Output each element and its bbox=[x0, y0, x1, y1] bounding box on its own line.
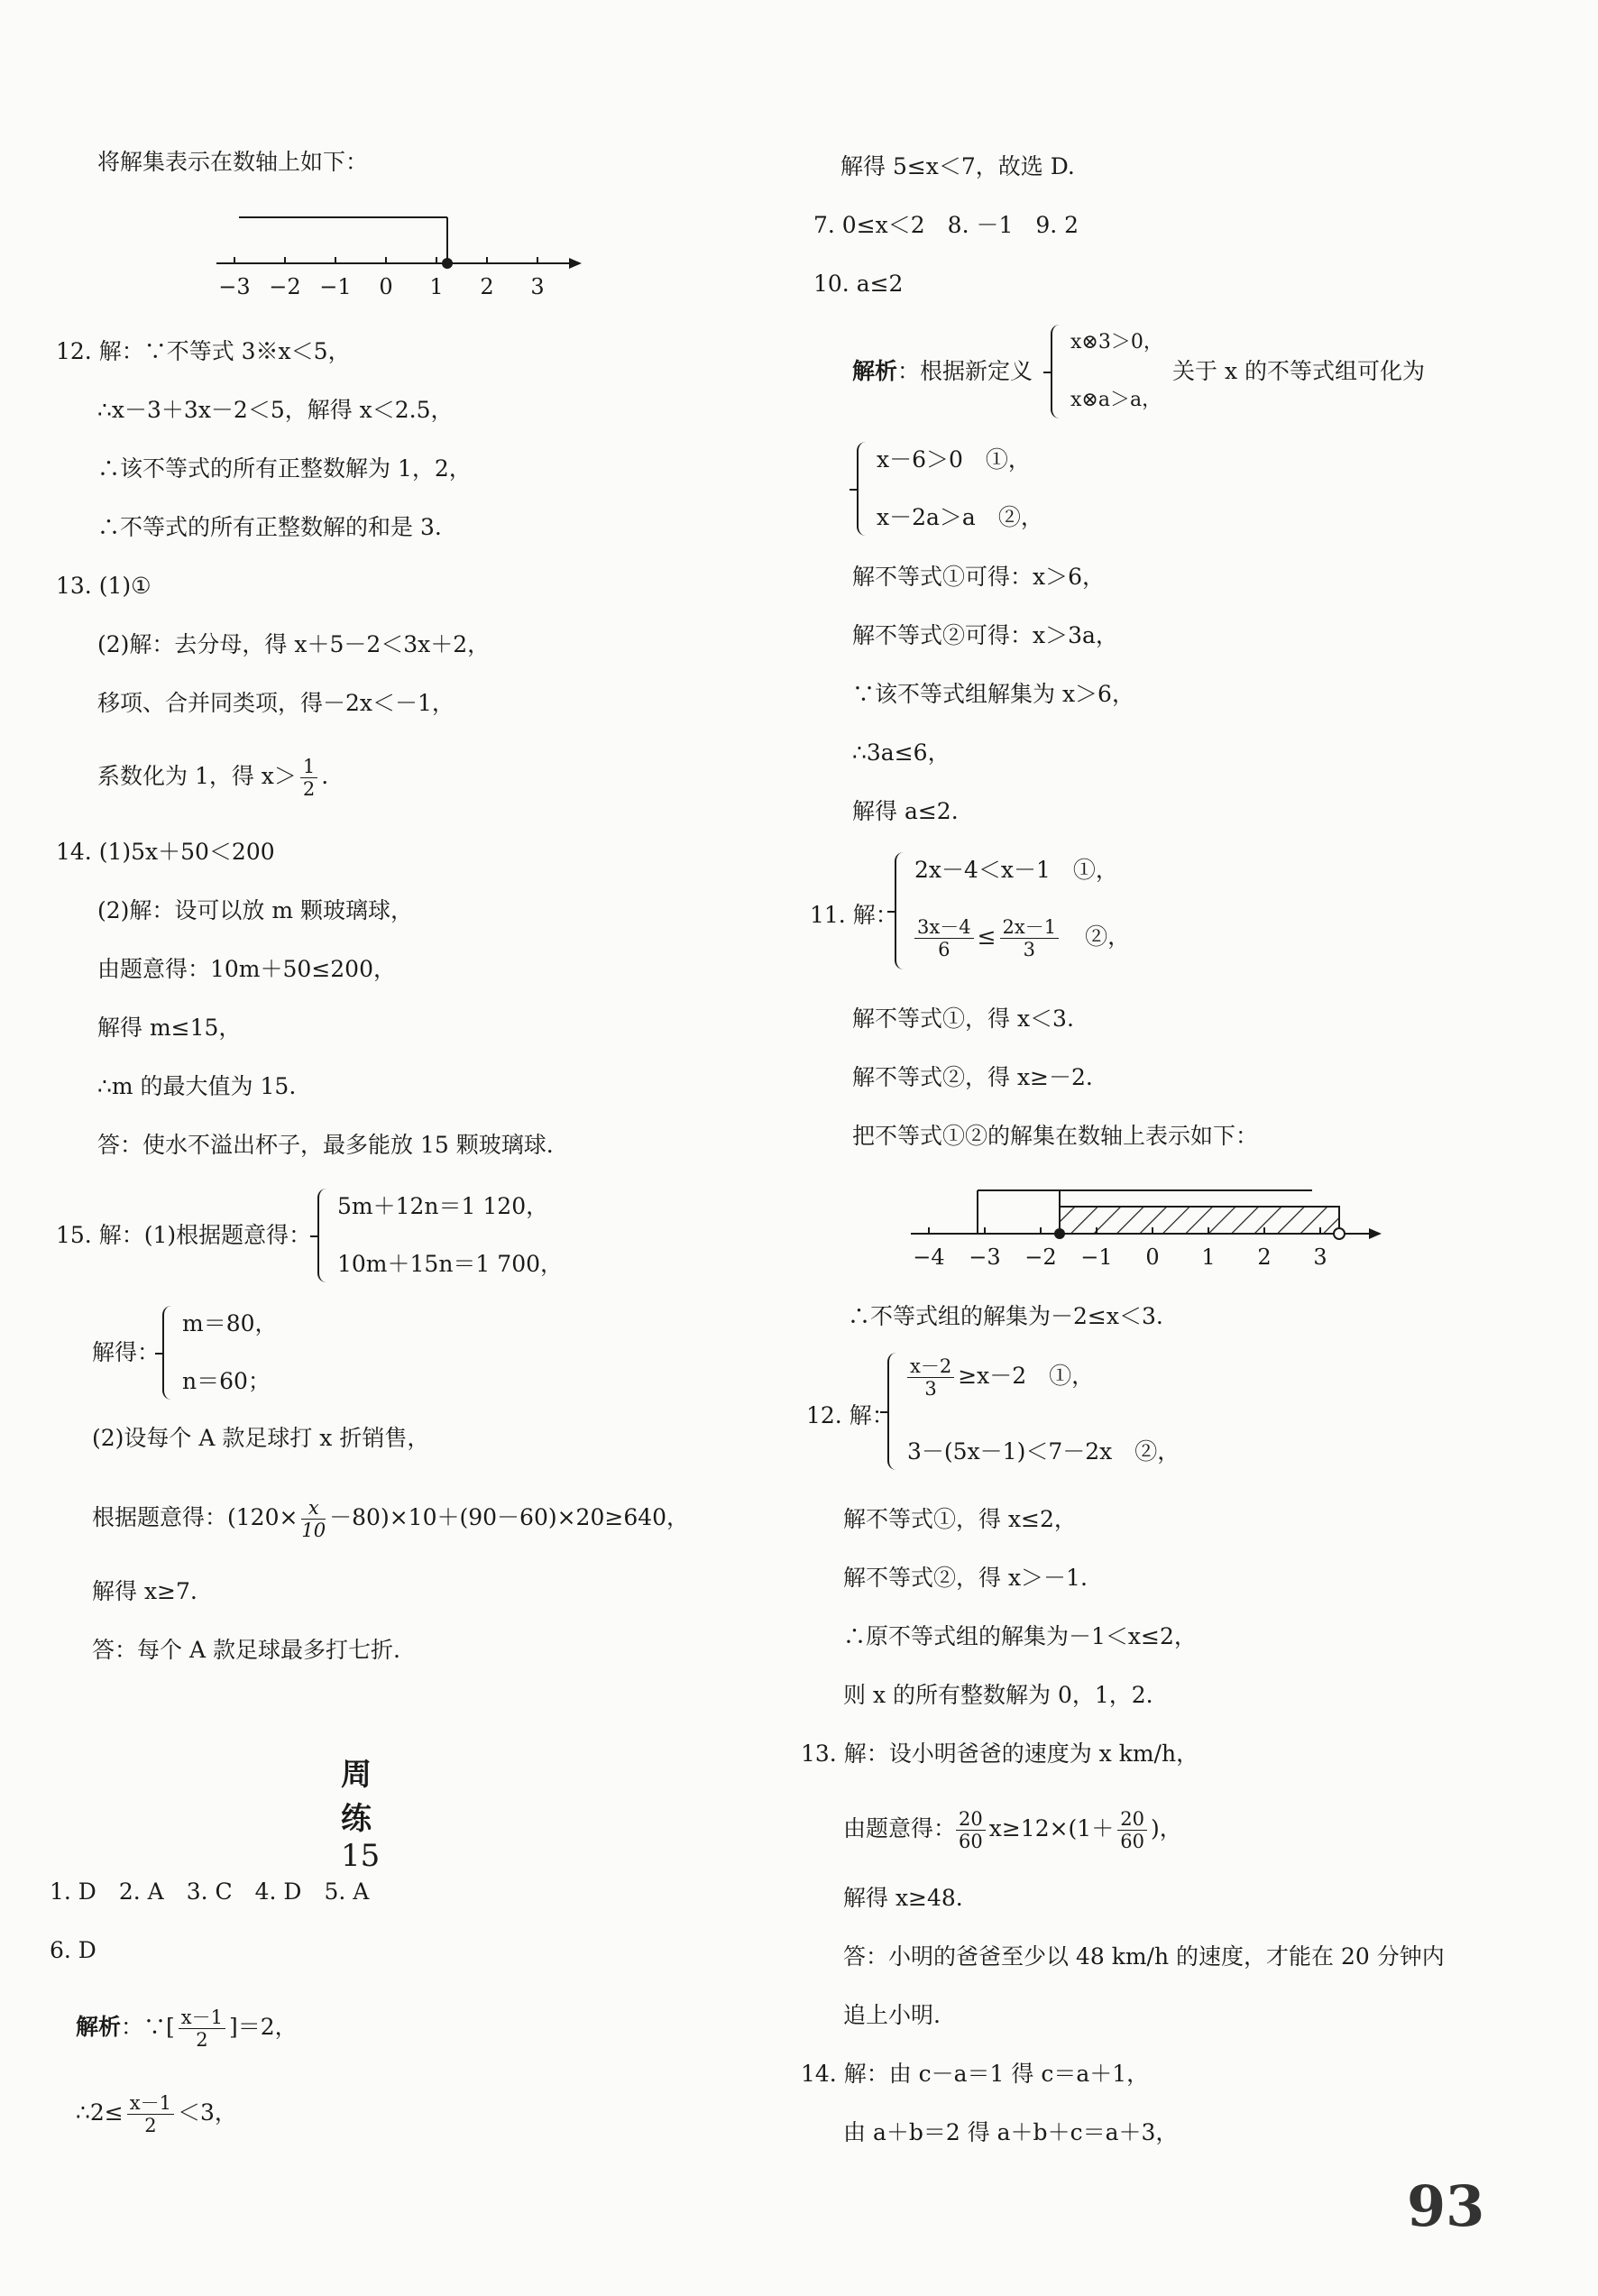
system-line: x－2a＞a ②， bbox=[877, 504, 1043, 530]
text-segment: ]＝2， bbox=[229, 2014, 298, 2040]
number-line-1 bbox=[198, 198, 595, 298]
text-segment: ：根据新定义 bbox=[897, 358, 1033, 384]
fraction-numerator: 20 bbox=[1117, 1808, 1147, 1831]
fraction-denominator: 2 bbox=[302, 778, 316, 800]
equation-system bbox=[895, 852, 1165, 969]
text-line: 6. D bbox=[50, 1937, 96, 1963]
equation-system bbox=[857, 442, 1082, 536]
text-line bbox=[92, 1497, 689, 1541]
text-line: 1. D 2. A 3. C 4. D 5. A bbox=[50, 1878, 370, 1905]
text-line: 解得 a≤2. bbox=[852, 798, 959, 824]
text-line: 解得 5≤x＜7，故选 D. bbox=[840, 153, 1075, 179]
fraction bbox=[907, 1355, 954, 1400]
system-line: 2x－4＜x－1 ①， bbox=[914, 857, 1118, 883]
text-line: ∴不等式的所有正整数解的和是 3. bbox=[97, 514, 442, 540]
text-line: 解得 x≥48. bbox=[843, 1885, 963, 1911]
system-line bbox=[907, 1353, 1094, 1400]
text-segment: ＜3， bbox=[177, 2099, 237, 2126]
number-line-2 bbox=[902, 1172, 1407, 1281]
brace bbox=[887, 1353, 900, 1470]
text-line: 14. (1)5x＋50＜200 bbox=[56, 839, 275, 865]
fraction bbox=[300, 756, 317, 800]
section-title bbox=[341, 1750, 380, 1874]
text-line: 由题意得：10m＋50≤200， bbox=[97, 956, 396, 982]
tick-label: −1 bbox=[1080, 1244, 1113, 1270]
text-line: ∴3a≤6， bbox=[852, 739, 951, 766]
fraction bbox=[127, 2092, 174, 2136]
system-line: n＝60； bbox=[182, 1368, 271, 1394]
text-line: ∴不等式组的解集为－2≤x＜3. bbox=[848, 1303, 1163, 1329]
tick-label: 1 bbox=[1201, 1244, 1216, 1270]
fraction bbox=[914, 916, 974, 960]
fraction-denominator: 2 bbox=[144, 2115, 157, 2136]
tick-label: 0 bbox=[1145, 1244, 1160, 1270]
text-line: 解不等式②，得 x＞－1. bbox=[843, 1565, 1088, 1591]
text-line bbox=[843, 1808, 1182, 1852]
analysis-label: 解析 bbox=[852, 358, 898, 384]
system-line: m＝80， bbox=[182, 1310, 278, 1336]
fraction-denominator: 60 bbox=[1120, 1831, 1144, 1852]
text-line: ∴该不等式的所有正整数解为 1，2， bbox=[97, 455, 472, 482]
text-segment: 由题意得： bbox=[843, 1815, 957, 1841]
text-segment: 根据题意得：(120× bbox=[92, 1504, 298, 1530]
tick-label: −4 bbox=[913, 1244, 945, 1270]
text-line: (2)设每个 A 款足球打 x 折销售， bbox=[92, 1425, 430, 1451]
text-segment: ≤ bbox=[977, 923, 996, 950]
text-line: 关于 x 的不等式组可化为 bbox=[1172, 358, 1425, 384]
text-line: 13. 解：设小明爸爸的速度为 x km/h， bbox=[801, 1740, 1199, 1767]
text-line: ∴x－3＋3x－2＜5，解得 x＜2.5， bbox=[97, 397, 454, 423]
brace-tip bbox=[310, 1235, 317, 1237]
text-line bbox=[852, 354, 1033, 390]
equation-system bbox=[317, 1189, 588, 1282]
fraction-numerator: x－1 bbox=[179, 2007, 225, 2029]
equation-system bbox=[1051, 325, 1168, 418]
fraction-numerator: x－2 bbox=[907, 1355, 954, 1378]
text-line: 解得 m≤15， bbox=[97, 1015, 242, 1041]
text-line: 15. 解：(1)根据题意得： bbox=[56, 1222, 312, 1248]
text-line: 10. a≤2 bbox=[813, 271, 904, 297]
text-line: 12. 解： bbox=[806, 1402, 895, 1428]
text-line: 答：小明的爸爸至少以 48 km/h 的速度，才能在 20 分钟内 bbox=[843, 1943, 1445, 1970]
tick-label: −3 bbox=[969, 1244, 1001, 1270]
brace-tip bbox=[880, 1411, 887, 1413]
fraction-denominator: 3 bbox=[924, 1378, 937, 1400]
tick-label: −3 bbox=[218, 274, 251, 298]
text-segment: ≥x－2 ①， bbox=[958, 1363, 1095, 1389]
brace-tip bbox=[155, 1353, 162, 1355]
fraction-denominator: 6 bbox=[938, 939, 951, 960]
text-line: 解不等式②，得 x≥－2. bbox=[852, 1064, 1093, 1090]
brace bbox=[1051, 325, 1063, 418]
tick-label: 2 bbox=[480, 274, 494, 298]
tick-label: −1 bbox=[319, 274, 352, 298]
system-line: x－6＞0 ①， bbox=[877, 446, 1031, 473]
text-line: (2)解：去分母，得 x＋5－2＜3x＋2， bbox=[97, 631, 491, 657]
text-segment: ：∵[ bbox=[121, 2014, 175, 2040]
fraction bbox=[301, 1497, 326, 1541]
text-line: 解不等式①，得 x＜3. bbox=[852, 1006, 1074, 1032]
text-line: 解得： bbox=[92, 1339, 161, 1365]
brace-tip bbox=[1043, 372, 1051, 373]
text-segment: . bbox=[321, 763, 329, 789]
system-line: 10m＋15n＝1 700， bbox=[337, 1251, 564, 1277]
text-segment: )， bbox=[1150, 1815, 1182, 1841]
text-line: 12. 解：∵不等式 3※x＜5， bbox=[56, 338, 351, 364]
fraction bbox=[1117, 1808, 1147, 1852]
page-number: 93 bbox=[1407, 2173, 1485, 2239]
text-line: 答：每个 A 款足球最多打七折. bbox=[92, 1637, 400, 1663]
tick-label: 3 bbox=[1313, 1244, 1327, 1270]
section-title-number: 15 bbox=[341, 1838, 381, 1874]
equation-system bbox=[162, 1306, 289, 1400]
text-segment: ∴2≤ bbox=[76, 2099, 124, 2126]
text-line: 14. 解：由 c－a＝1 得 c＝a＋1， bbox=[801, 2061, 1150, 2087]
tick-label: 3 bbox=[530, 274, 545, 298]
fraction-numerator: 20 bbox=[956, 1808, 986, 1831]
fraction bbox=[956, 1808, 986, 1852]
tick-label: 1 bbox=[429, 274, 444, 298]
section-title-text: 周练 bbox=[341, 1757, 372, 1837]
text-line: 将解集表示在数轴上如下： bbox=[97, 149, 369, 175]
text-line: 7. 0≤x＜2 8. －1 9. 2 bbox=[813, 212, 1079, 238]
text-line bbox=[76, 2092, 237, 2136]
text-line: 11. 解： bbox=[810, 902, 898, 928]
text-segment: ②， bbox=[1062, 923, 1131, 950]
fraction-denominator: 60 bbox=[959, 1831, 983, 1852]
tick-label: 2 bbox=[1257, 1244, 1272, 1270]
text-line: 则 x 的所有整数解为 0，1，2. bbox=[843, 1682, 1153, 1708]
brace-tip bbox=[850, 489, 857, 491]
text-line: 解得 x≥7. bbox=[92, 1578, 197, 1604]
fraction-numerator: 2x－1 bbox=[1000, 916, 1060, 939]
text-line: (2)解：设可以放 m 颗玻璃球， bbox=[97, 897, 414, 923]
text-line: 把不等式①②的解集在数轴上表示如下： bbox=[852, 1123, 1259, 1149]
text-line bbox=[97, 756, 328, 800]
equation-system bbox=[887, 1353, 1185, 1470]
system-line: 3－(5x－1)＜7－2x ②， bbox=[907, 1438, 1180, 1465]
system-line: x⊗a＞a， bbox=[1070, 389, 1162, 411]
fraction bbox=[179, 2007, 225, 2051]
text-line: 答：使水不溢出杯子，最多能放 15 颗玻璃球. bbox=[97, 1132, 554, 1158]
brace bbox=[895, 852, 907, 969]
text-line: ∴原不等式组的解集为－1＜x≤2， bbox=[843, 1623, 1197, 1649]
tick-label: −2 bbox=[269, 274, 301, 298]
analysis-label: 解析 bbox=[76, 2014, 122, 2040]
text-segment: 系数化为 1，得 x＞ bbox=[97, 763, 297, 789]
text-line bbox=[76, 2007, 298, 2051]
text-line: ∵该不等式组解集为 x＞6， bbox=[852, 681, 1134, 707]
fraction-denominator: 10 bbox=[301, 1520, 326, 1541]
brace bbox=[317, 1189, 330, 1282]
text-line: 解不等式①可得：x＞6， bbox=[852, 564, 1106, 590]
text-line: 移项、合并同类项，得－2x＜－1， bbox=[97, 690, 455, 716]
text-segment: x≥12×(1＋ bbox=[988, 1815, 1115, 1841]
text-segment: －80)×10＋(90－60)×20≥640， bbox=[329, 1504, 690, 1530]
text-line: 13. (1)① bbox=[56, 573, 152, 599]
fraction-numerator: x bbox=[301, 1497, 326, 1520]
text-line: 由 a＋b＝2 得 a＋b＋c＝a＋3， bbox=[843, 2119, 1179, 2145]
tick-label: −2 bbox=[1024, 1244, 1057, 1270]
text-line: ∴m 的最大值为 15. bbox=[97, 1073, 297, 1099]
text-line: 解不等式②可得：x＞3a， bbox=[852, 622, 1118, 648]
text-line: 追上小明. bbox=[843, 2002, 941, 2028]
brace-tip bbox=[887, 911, 895, 913]
fraction-numerator: 3x－4 bbox=[914, 916, 974, 939]
system-line bbox=[914, 914, 1130, 960]
brace bbox=[857, 442, 869, 536]
fraction-denominator: 2 bbox=[196, 2029, 208, 2051]
system-line: x⊗3＞0， bbox=[1070, 331, 1163, 354]
system-line: 5m＋12n＝1 120， bbox=[337, 1193, 549, 1219]
fraction-numerator: x－1 bbox=[127, 2092, 174, 2115]
fraction bbox=[1000, 916, 1060, 960]
brace bbox=[162, 1306, 175, 1400]
tick-label: 0 bbox=[379, 274, 393, 298]
fraction-denominator: 3 bbox=[1023, 939, 1035, 960]
text-line: 解不等式①，得 x≤2， bbox=[843, 1506, 1077, 1532]
fraction-numerator: 1 bbox=[300, 756, 317, 778]
